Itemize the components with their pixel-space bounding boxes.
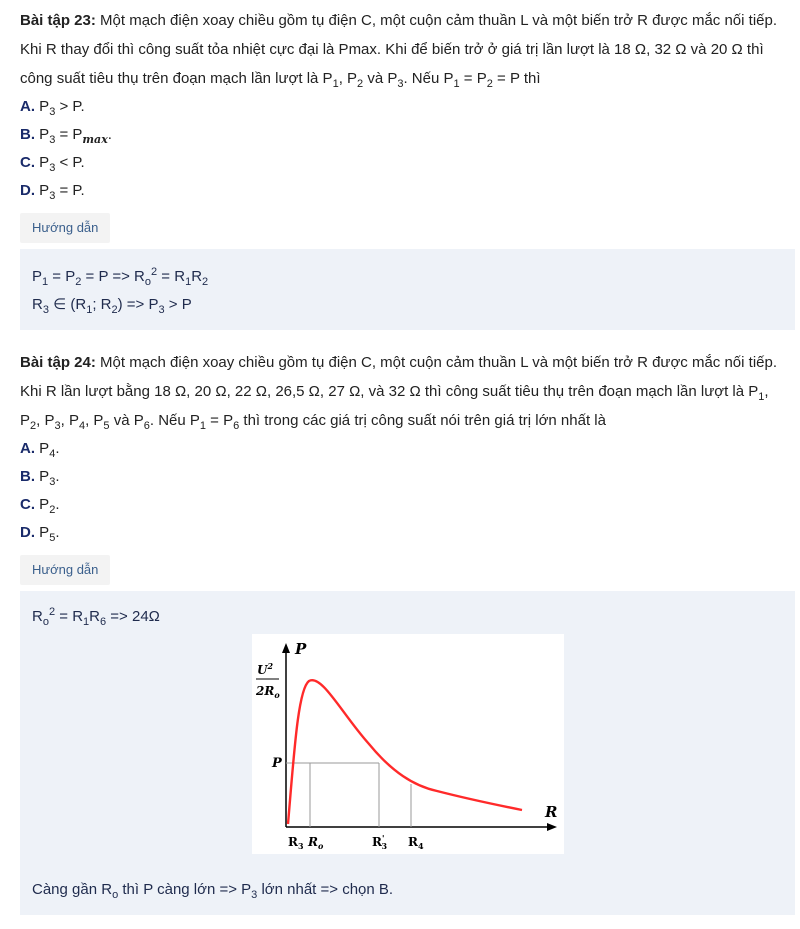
sol-text: = P => R	[81, 268, 145, 285]
r-axis-label: R	[545, 803, 558, 821]
option-text: P	[35, 98, 50, 115]
q23-text: = P thì	[492, 70, 541, 87]
p-level-label: P	[272, 756, 282, 771]
sol-text: => 24Ω	[106, 608, 160, 625]
q24-text: , P	[60, 412, 79, 429]
sol-text: P	[32, 268, 43, 285]
solution-box-24	[20, 591, 795, 915]
sub: 2	[202, 276, 209, 288]
option-d[interactable]	[20, 177, 795, 205]
r-text: R	[372, 835, 382, 849]
sol-text: ) => P	[117, 296, 159, 313]
sub: o	[317, 841, 324, 851]
sol-text: = P	[48, 268, 76, 285]
sub: 1	[453, 78, 460, 90]
sub: 3	[397, 78, 404, 90]
q23-line2: Khi R thay đổi thì công suất tỏa nhiệt cực đại là Pmax. Khi để biến trở ở giá trị lần lượt là 18 Ω, 32 Ω và 20 Ω thì	[20, 41, 764, 58]
option-letter: A.	[20, 98, 35, 115]
concl-text: lớn nhất => chọn B.	[257, 881, 394, 898]
option-text: P	[35, 440, 50, 457]
sub: 6	[143, 420, 150, 432]
sub: 3	[49, 476, 56, 488]
sub: 5	[49, 532, 56, 544]
option-a[interactable]	[20, 435, 795, 463]
q23-text: và P	[363, 70, 398, 87]
concl-text: thì P càng lớn => P	[118, 881, 252, 898]
option-letter: B.	[20, 468, 35, 485]
power-resistance-graph	[252, 634, 564, 854]
sub: 1	[758, 391, 765, 403]
sub: 4	[49, 448, 56, 460]
sol-text: = R	[55, 608, 84, 625]
q24-text: , P	[85, 412, 104, 429]
guide-button-24[interactable]: Hướng dẫn	[20, 555, 110, 585]
sub: 1	[86, 304, 93, 316]
option-b[interactable]	[20, 121, 795, 149]
option-text: P	[35, 182, 50, 199]
sub: 3	[49, 134, 56, 146]
option-text: .	[107, 126, 112, 143]
sub: o	[42, 616, 49, 628]
option-text: P	[35, 496, 50, 513]
sub: 2	[357, 78, 364, 90]
sub: 2	[486, 78, 493, 90]
q23-line1: Một mạch điện xoay chiều gồm tụ điện C, một cuộn cảm thuần L và một biến trở R được mắc nối tiếp.	[95, 12, 778, 29]
sub: 2	[111, 304, 118, 316]
option-text: .	[55, 496, 60, 513]
option-letter: B.	[20, 126, 35, 143]
option-letter: C.	[20, 154, 35, 171]
conclusion	[32, 880, 393, 900]
q24-text: = P	[206, 412, 234, 429]
sub: 2	[30, 420, 37, 432]
sub: 3	[297, 841, 304, 851]
sub: 1	[332, 78, 339, 90]
sol-text: R	[32, 296, 43, 313]
sub: 2	[75, 276, 82, 288]
q24-line1: Một mạch điện xoay chiều gồm tụ điện C, một cuộn cảm thuần L và một biến trở R được mắc nối tiếp.	[95, 354, 778, 371]
exercise-24-question	[20, 348, 795, 435]
sol-text: ∈ (R	[48, 296, 87, 313]
sub: 1	[199, 420, 207, 432]
option-text: P	[35, 126, 50, 143]
sol-text: R	[32, 608, 43, 625]
sub: 3	[381, 841, 388, 851]
option-a[interactable]	[20, 93, 795, 121]
sol-text: R	[89, 608, 100, 625]
sub: 3	[49, 162, 56, 174]
prime: '	[381, 833, 385, 843]
sub: 5	[103, 420, 110, 432]
exercise-23-label: Bài tập 23:	[20, 12, 96, 29]
sub: o	[144, 276, 152, 288]
sub: 6	[233, 420, 240, 432]
sub: 3	[158, 304, 165, 316]
solution-24-line1	[32, 603, 783, 631]
q23-text: = P	[459, 70, 487, 87]
sup: 2	[48, 606, 56, 618]
q23-text: công suất tiêu thụ trên đoạn mạch lần lượt là P	[20, 70, 333, 87]
sub: 3	[49, 106, 56, 118]
exercise-24-label: Bài tập 24:	[20, 354, 96, 371]
u-text: U	[257, 663, 268, 677]
q24-text: . Nếu P	[149, 412, 200, 429]
concl-text: Càng gần R	[32, 881, 113, 898]
article-content	[20, 0, 795, 915]
option-letter: D.	[20, 524, 35, 541]
sub: o	[112, 889, 119, 901]
q24-text: , P	[36, 412, 55, 429]
two-r-text: 2R	[256, 684, 275, 698]
sub: 3	[49, 190, 56, 202]
r-text: R	[408, 835, 418, 849]
option-letter: D.	[20, 182, 35, 199]
option-text: P	[35, 468, 50, 485]
sub: 3	[54, 420, 61, 432]
sup: 2	[267, 661, 274, 671]
sub: 4	[417, 841, 424, 851]
q24-text: và P	[109, 412, 144, 429]
sub: 4	[78, 420, 86, 432]
sub: 3	[251, 889, 258, 901]
option-letter: A.	[20, 440, 35, 457]
option-b[interactable]	[20, 463, 795, 491]
option-text: = P	[55, 126, 83, 143]
sol-text: ; R	[92, 296, 112, 313]
q24-text: Khi R lần lượt bằng 18 Ω, 20 Ω, 22 Ω, 26,5 Ω, 27 Ω, và 32 Ω thì công suất tiêu thụ trên đoạn mạch lần lượt là P	[20, 383, 759, 400]
option-c[interactable]	[20, 491, 795, 519]
solution-box-23	[20, 249, 795, 330]
r-text: R	[288, 835, 298, 849]
graph-background	[252, 634, 564, 854]
option-text: P	[35, 524, 50, 541]
sol-text: > P	[164, 296, 192, 313]
option-letter: C.	[20, 496, 35, 513]
p-axis-label: P	[295, 640, 307, 658]
q24-text: P	[20, 412, 31, 429]
option-text: .	[55, 524, 60, 541]
sub: 1	[185, 276, 192, 288]
sub: 3	[42, 304, 49, 316]
sol-text: = R	[157, 268, 186, 285]
r-text: R	[308, 835, 318, 849]
option-text: P	[35, 154, 50, 171]
q24-text: thì trong các giá trị công suất nói trên giá trị lớn nhất là	[239, 412, 606, 429]
guide-button-23[interactable]: Hướng dẫn	[20, 213, 110, 243]
option-d[interactable]	[20, 519, 795, 547]
q24-text: ,	[764, 383, 769, 400]
option-text: = P.	[55, 182, 85, 199]
sup: 2	[151, 266, 158, 278]
option-c[interactable]	[20, 149, 795, 177]
q23-text: , P	[338, 70, 358, 87]
option-text: .	[55, 468, 60, 485]
sub: 1	[83, 616, 90, 628]
option-text: .	[55, 440, 60, 457]
exercise-23-question	[20, 6, 795, 93]
sub-max: max	[82, 133, 108, 146]
sub: 1	[42, 276, 49, 288]
solution-23-line1	[32, 263, 783, 291]
option-text: < P.	[55, 154, 85, 171]
sub: o	[274, 690, 280, 700]
solution-23-line2	[32, 291, 783, 319]
q23-text: . Nếu P	[403, 70, 454, 87]
option-text: > P.	[55, 98, 85, 115]
sub: 6	[100, 616, 107, 628]
sub: 2	[49, 504, 56, 516]
sol-text: R	[191, 268, 203, 285]
